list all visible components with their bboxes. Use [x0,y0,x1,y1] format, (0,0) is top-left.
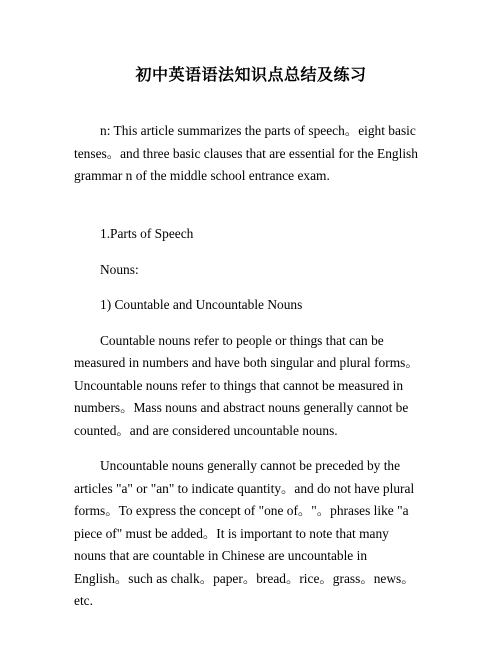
line-spacer [74,317,424,330]
section-heading: 1.Parts of Speech [100,226,194,241]
uncountable-nouns-paragraph: Uncountable nouns generally cannot be preceded by the articles "a" or "an" to indicate quantity。and do not have plural forms。To express the concept of "one of。"。phrases like "a piece of" must be added。It is important to note that many nouns that are countable in Chinese are uncountable in English。such as chalk。paper。bread。rice。grass。news。etc. [74,458,415,608]
intro-paragraph: n: This article summarizes the parts of speech。eight basic tenses。and three basic clauses that are essential for the English grammar n of the middle school entrance exam. [74,123,418,183]
document-body [74,120,424,613]
line-spacer [74,246,424,259]
document-title: 初中英语语法知识点总结及练习 [135,65,367,84]
line-spacer [74,281,424,294]
topic-heading: 1) Countable and Uncountable Nouns [100,297,303,312]
paragraph-spacer [74,442,424,455]
countable-nouns-paragraph: Countable nouns refer to people or things that can be measured in numbers and have both singular and plural forms。Uncountable nouns refer to things that cannot be measured in numbers。Mass nouns and abstract nouns generally cannot be counted。and are considered uncountable nouns. [74,332,419,438]
paragraph-spacer [74,188,424,211]
paragraph-spacer-small [74,210,424,223]
subsection-heading: Nouns: [100,261,139,277]
